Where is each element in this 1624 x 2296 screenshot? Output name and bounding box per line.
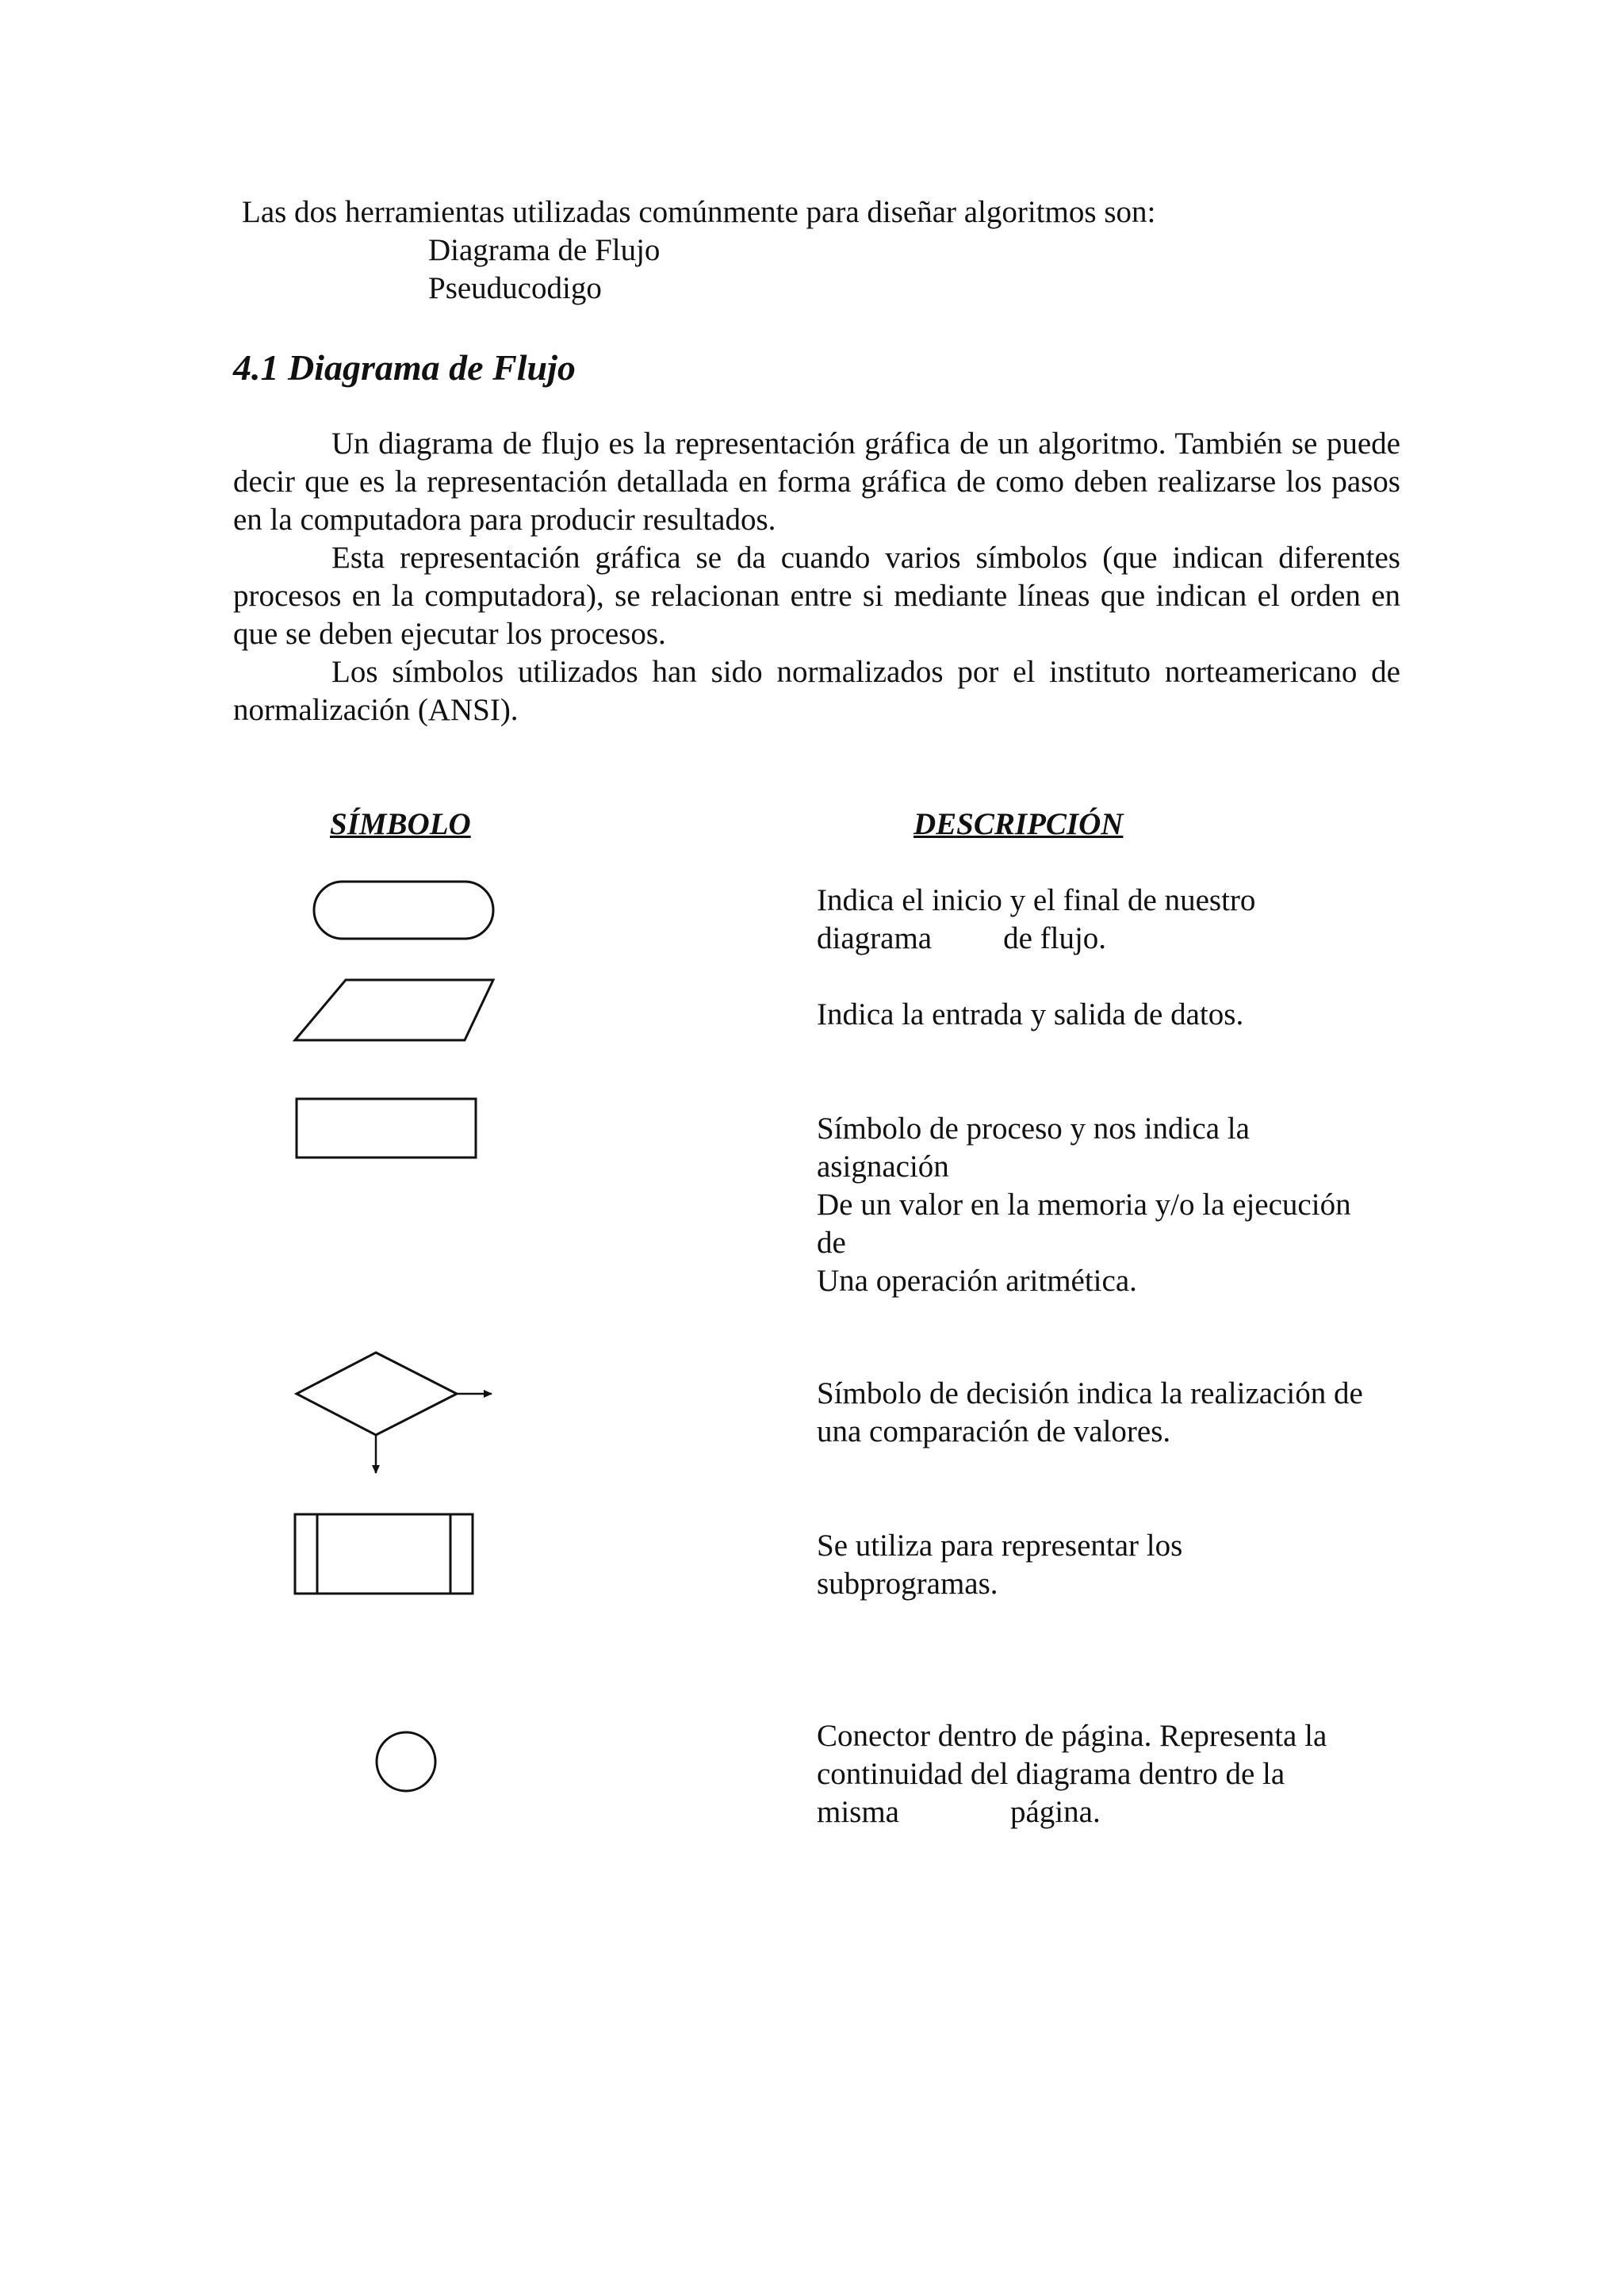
description-line: una comparación de valores. [817, 1414, 1171, 1448]
input-output-symbol [295, 980, 493, 1040]
connector-symbol [377, 1732, 435, 1791]
description-line: Indica la entrada y salida de datos. [817, 997, 1244, 1031]
symbol-column-header: SÍMBOLO [330, 807, 471, 841]
tool-item-flowchart: Diagrama de Flujo [428, 233, 661, 267]
section-heading: 4.1 Diagrama de Flujo [233, 347, 576, 388]
description-line: Se utiliza para representar los [817, 1529, 1183, 1563]
description-subprogram [817, 1527, 1404, 1603]
description-line: Conector dentro de página. Representa la [817, 1719, 1327, 1753]
paragraph-1-text: Un diagrama de flujo es la representación gráfica de un algoritmo. También se puede decir que es la representación detallada en forma gráfica de como deben realizarse los pasos en la computadora para producir resultados. [233, 427, 1400, 537]
process-symbol [297, 1099, 476, 1158]
description-line: asignación [817, 1150, 949, 1184]
description-line: subprogramas. [817, 1567, 998, 1601]
description-column-header: DESCRIPCIÓN [914, 807, 1124, 841]
description-line: misma página. [817, 1795, 1101, 1829]
tool-item-pseudocode: Pseuducodigo [428, 271, 602, 305]
description-decision [817, 1375, 1404, 1451]
description-connector [817, 1717, 1404, 1831]
description-line: Una operación aritmética. [817, 1264, 1137, 1298]
description-line: Indica el inicio y el final de nuestro [817, 883, 1256, 917]
description-line: diagrama de flujo. [817, 921, 1107, 955]
intro-line: Las dos herramientas utilizadas comúnmente para diseñar algoritmos son: [242, 195, 1156, 229]
description-line: de [817, 1226, 846, 1260]
description-line: Símbolo de proceso y nos indica la [817, 1112, 1250, 1146]
decision-symbol [297, 1353, 492, 1473]
description-line: Símbolo de decisión indica la realización de [817, 1376, 1363, 1410]
description-line: continuidad del diagrama dentro de la [817, 1757, 1285, 1791]
description-line: De un valor en la memoria y/o la ejecución [817, 1188, 1351, 1222]
terminal-symbol [314, 882, 493, 939]
description-input-output [817, 996, 1404, 1034]
paragraph-3-text: Los símbolos utilizados han sido normalizados por el instituto norteamericano de normalización (ANSI). [233, 655, 1400, 727]
description-process [817, 1110, 1404, 1300]
subprogram-symbol [295, 1514, 473, 1594]
description-terminal [817, 882, 1404, 958]
paragraph-2-text: Esta representación gráfica se da cuando varios símbolos (que indican diferentes procesos en la computadora), se relacionan entre si mediante líneas que indican el orden en que se deben ejecutar los procesos. [233, 541, 1400, 651]
